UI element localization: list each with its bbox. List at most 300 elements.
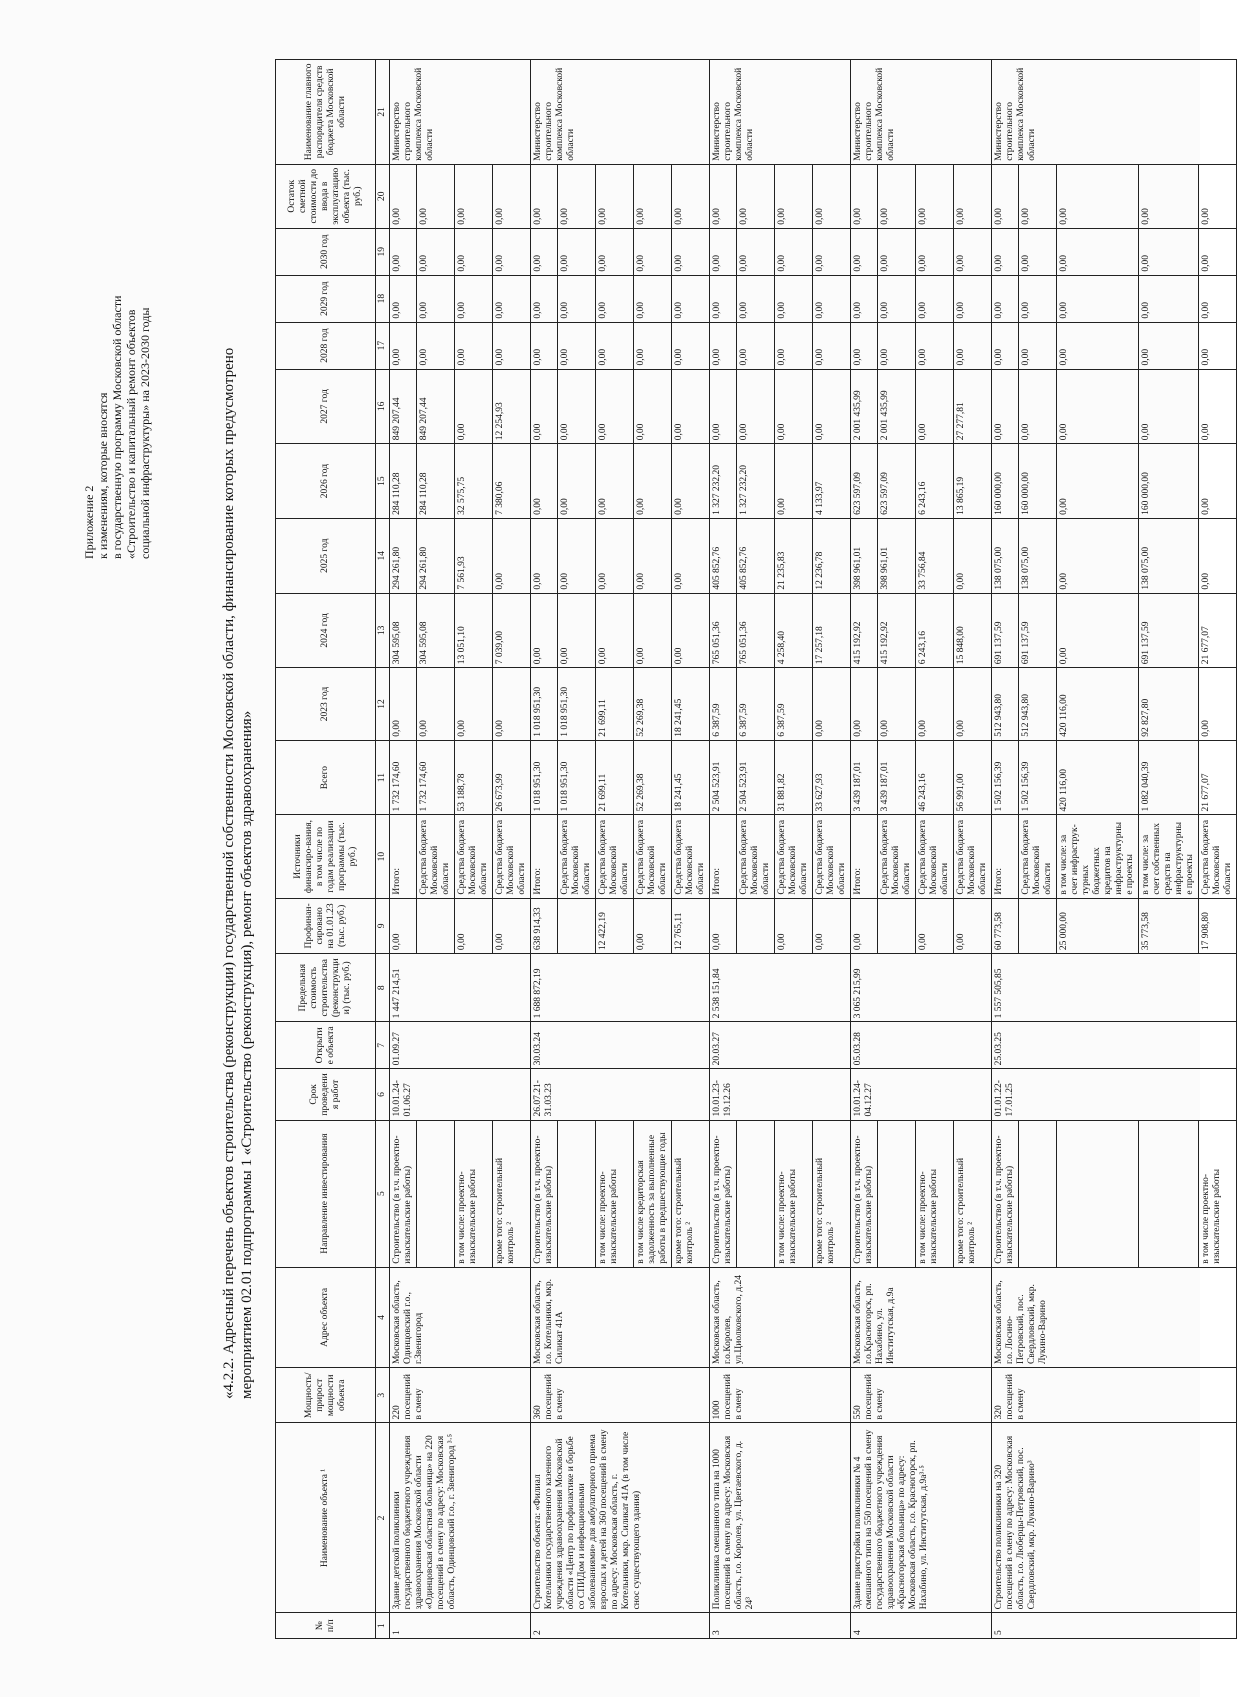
investment-direction [1019, 1120, 1057, 1267]
amount-cell: 3 439 187,01 [851, 740, 878, 815]
financed-value: 0,00 [954, 898, 992, 953]
col-header: Предельная стоимость строительства (реконструкции) (тыс. руб.) [276, 953, 376, 1021]
investment-direction: Строительство (в т.ч. проектно-изыскательские работы) [390, 1120, 417, 1267]
amount-cell: 21 677,07 [1199, 593, 1237, 668]
amount-cell: 284 110,28 [390, 443, 417, 518]
limit-cost: 1 688 872,19 [531, 953, 710, 1021]
amount-cell: 0,00 [916, 322, 954, 369]
financed-value: 0,00 [710, 898, 737, 953]
column-number: 7 [376, 1021, 390, 1068]
amount-cell: 4 133,97 [813, 443, 851, 518]
financed-value: 0,00 [916, 898, 954, 953]
amount-cell: 0,00 [634, 593, 672, 668]
amount-cell: 405 852,76 [710, 518, 737, 593]
object-name: Строительство объекта: «Филиал Котельники государственного казенного учреждения здравоохранения Московской области «Центр по профилактике и борьбе со СПИДом и инфекционными заболеваниями» для амбулаторного приема взрослых и детей на 360 посещений в смену по адресу: Московская область, г. Котельники, мкр. Силикат 41А (в том числе снос существующего здания) [531, 1423, 710, 1613]
amount-cell: 92 827,80 [1139, 667, 1199, 740]
amount-cell: 7 380,06 [493, 443, 531, 518]
amount-cell: 17 257,18 [813, 593, 851, 668]
financed-value: 0,00 [634, 898, 672, 953]
amount-cell: 0,00 [455, 164, 493, 228]
amount-cell: 0,00 [1139, 322, 1199, 369]
investment-direction: кроме того: строительный контроль ² [672, 1120, 710, 1267]
row-number: 4 [851, 1612, 992, 1638]
column-number: 11 [376, 740, 390, 815]
amount-cell: 284 110,28 [417, 443, 455, 518]
object-address: Московская область, Одинцовский г.о., г.Звенигород [390, 1267, 531, 1367]
amount-cell: 18 241,45 [672, 667, 710, 740]
funding-source: в том числе: за счет инфраструк-турных бюджетных кредитов на инфраструктурные проекты [1057, 814, 1139, 897]
amount-cell: 0,00 [417, 322, 455, 369]
amount-cell: 0,00 [531, 275, 558, 322]
opening-date: 20.03.27 [710, 1021, 851, 1068]
amount-cell: 765 051,36 [710, 593, 737, 668]
amount-cell: 0,00 [775, 443, 813, 518]
amount-cell: 0,00 [1199, 667, 1237, 740]
amount-cell: 0,00 [531, 443, 558, 518]
amount-cell: 0,00 [634, 275, 672, 322]
amount-cell: 0,00 [558, 369, 596, 444]
funding-source: в том числе: за счет собственных средств на инфраструктурные проекты [1139, 814, 1199, 897]
amount-cell: 0,00 [710, 275, 737, 322]
investment-direction: кроме того: строительный контроль ² [493, 1120, 531, 1267]
limit-cost: 2 538 151,84 [710, 953, 851, 1021]
row-number: 5 [992, 1612, 1237, 1638]
investment-direction: Строительство (в т.ч. проектно-изыскательские работы) [531, 1120, 558, 1267]
investment-direction [737, 1120, 775, 1267]
financed-value [558, 898, 596, 953]
funding-source: Средства бюджета Московской области [775, 814, 813, 897]
amount-cell: 0,00 [390, 322, 417, 369]
budget-manager: Министерство строительного комплекса Московской области [851, 59, 992, 164]
column-number: 8 [376, 953, 390, 1021]
amount-cell: 21 677,07 [1199, 740, 1237, 815]
amount-cell: 0,00 [558, 228, 596, 275]
financed-value [417, 898, 455, 953]
amount-cell: 623 597,09 [878, 443, 916, 518]
amount-cell: 0,00 [493, 228, 531, 275]
amount-cell: 0,00 [954, 667, 992, 740]
financed-value: 17 908,80 [1199, 898, 1237, 953]
col-header: Открытие объекта [276, 1021, 376, 1068]
amount-cell: 0,00 [775, 322, 813, 369]
amount-cell: 420 116,00 [1057, 740, 1139, 815]
amount-cell: 1 018 951,30 [531, 667, 558, 740]
column-number-row [376, 59, 390, 1638]
amount-cell: 0,00 [878, 275, 916, 322]
investment-direction: кроме того: строительный контроль ² [954, 1120, 992, 1267]
amount-cell: 0,00 [634, 322, 672, 369]
financed-value: 0,00 [455, 898, 493, 953]
col-header: № п/п [276, 1612, 376, 1638]
amount-cell: 1 018 951,30 [531, 740, 558, 815]
amount-cell: 3 439 187,01 [878, 740, 916, 815]
amount-cell: 0,00 [672, 164, 710, 228]
amount-cell: 0,00 [992, 164, 1019, 228]
amount-cell: 0,00 [596, 322, 634, 369]
amount-cell: 0,00 [1057, 518, 1139, 593]
amount-cell: 32 575,75 [455, 443, 493, 518]
opening-date: 30.03.24 [531, 1021, 710, 1068]
col-header: Направление инвестирования [276, 1120, 376, 1267]
amount-cell: 0,00 [417, 667, 455, 740]
work-period: 26.07.21-31.03.23 [531, 1068, 710, 1119]
amount-cell: 0,00 [531, 228, 558, 275]
appendix-line: социальной инфраструктуры» на 2023-2030 годы [138, 307, 152, 559]
amount-cell: 1 502 156,39 [1019, 740, 1057, 815]
amount-cell: 398 961,01 [851, 518, 878, 593]
amount-cell: 0,00 [954, 228, 992, 275]
amount-cell: 7 561,93 [455, 518, 493, 593]
amount-cell: 138 075,00 [992, 518, 1019, 593]
amount-cell: 6 243,16 [916, 593, 954, 668]
opening-date: 05.03.28 [851, 1021, 992, 1068]
funding-source: Итого: [390, 814, 417, 897]
amount-cell: 0,00 [531, 164, 558, 228]
funding-source: Средства бюджета Московской области [737, 814, 775, 897]
amount-cell: 0,00 [851, 322, 878, 369]
amount-cell: 0,00 [813, 164, 851, 228]
funding-source: Средства бюджета Московской области [878, 814, 916, 897]
amount-cell: 0,00 [775, 275, 813, 322]
amount-cell: 0,00 [493, 275, 531, 322]
amount-cell: 52 269,38 [634, 667, 672, 740]
financed-value: 0,00 [813, 898, 851, 953]
amount-cell: 1 327 232,20 [737, 443, 775, 518]
amount-cell: 294 261,80 [390, 518, 417, 593]
amount-cell: 6 387,59 [710, 667, 737, 740]
col-header: Срок проведения работ [276, 1068, 376, 1119]
amount-cell: 0,00 [455, 322, 493, 369]
amount-cell: 0,00 [531, 593, 558, 668]
amount-cell: 1 018 951,30 [558, 740, 596, 815]
financed-value: 0,00 [493, 898, 531, 953]
amount-cell: 623 597,09 [851, 443, 878, 518]
column-number: 20 [376, 164, 390, 228]
col-header: 2029 год [276, 275, 376, 322]
amount-cell: 0,00 [417, 164, 455, 228]
amount-cell: 0,00 [390, 228, 417, 275]
amount-cell: 1 327 232,20 [710, 443, 737, 518]
amount-cell: 0,00 [1019, 369, 1057, 444]
col-header: 2023 год [276, 667, 376, 740]
amount-cell: 0,00 [390, 164, 417, 228]
amount-cell: 0,00 [775, 164, 813, 228]
amount-cell: 18 241,45 [672, 740, 710, 815]
amount-cell: 53 188,78 [455, 740, 493, 815]
row-number: 2 [531, 1612, 710, 1638]
amount-cell: 13 051,10 [455, 593, 493, 668]
amount-cell: 0,00 [878, 667, 916, 740]
amount-cell: 0,00 [634, 443, 672, 518]
amount-cell: 0,00 [1019, 322, 1057, 369]
amount-cell: 6 387,59 [737, 667, 775, 740]
column-number: 6 [376, 1068, 390, 1119]
budget-manager: Министерство строительного комплекса Московской области [710, 59, 851, 164]
amount-cell: 0,00 [558, 275, 596, 322]
amount-cell: 765 051,36 [737, 593, 775, 668]
table-row [851, 59, 878, 1638]
column-number: 2 [376, 1423, 390, 1613]
amount-cell: 0,00 [1057, 443, 1139, 518]
amount-cell: 0,00 [1199, 369, 1237, 444]
object-address: Московская область, г.о. Котельники, мкр. Силикат 41А [531, 1267, 710, 1367]
funding-source: Средства бюджета Московской области [916, 814, 954, 897]
investment-direction: в том числе кредиторская задолженность за выполненные работы в предшествующие годы [634, 1120, 672, 1267]
amount-cell: 0,00 [1057, 164, 1139, 228]
header-row [276, 59, 376, 1638]
amount-cell: 0,00 [455, 275, 493, 322]
investment-direction: в том числе: проектно-изыскательские работы [455, 1120, 493, 1267]
amount-cell: 160 000,00 [992, 443, 1019, 518]
amount-cell: 0,00 [596, 164, 634, 228]
amount-cell: 0,00 [992, 275, 1019, 322]
amount-cell: 849 207,44 [417, 369, 455, 444]
funding-source: Средства бюджета Московской области [558, 814, 596, 897]
object-capacity: 1000 посещений в смену [710, 1367, 851, 1422]
amount-cell: 0,00 [813, 369, 851, 444]
amount-cell: 0,00 [390, 667, 417, 740]
opening-date: 25.03.25 [992, 1021, 1237, 1068]
amount-cell: 0,00 [558, 518, 596, 593]
row-number: 1 [390, 1612, 531, 1638]
amount-cell: 0,00 [916, 164, 954, 228]
amount-cell: 0,00 [916, 667, 954, 740]
table-row [531, 59, 558, 1638]
rotated-sheet [70, 49, 1233, 1649]
amount-cell: 0,00 [737, 275, 775, 322]
amount-cell: 0,00 [737, 369, 775, 444]
financed-value: 638 914,33 [531, 898, 558, 953]
amount-cell: 7 039,00 [493, 593, 531, 668]
amount-cell: 512 943,80 [992, 667, 1019, 740]
financed-value: 35 773,58 [1139, 898, 1199, 953]
amount-cell: 0,00 [1199, 164, 1237, 228]
column-number: 21 [376, 59, 390, 164]
col-header: Мощность/ прирост мощности объекта [276, 1367, 376, 1422]
work-period: 10.01.24-04.12.27 [851, 1068, 992, 1119]
investment-direction: в том числе: проектно-изыскательские работы [775, 1120, 813, 1267]
column-number: 16 [376, 369, 390, 444]
investment-direction: в том числе проектно-изыскательские работы [1199, 1120, 1237, 1267]
investment-direction: кроме того: строительный контроль ² [813, 1120, 851, 1267]
amount-cell: 0,00 [672, 443, 710, 518]
object-capacity: 220 посещений в смену [390, 1367, 531, 1422]
funding-source: Средства бюджета Московской области [1019, 814, 1057, 897]
col-header: Всего [276, 740, 376, 815]
amount-cell: 21 235,83 [775, 518, 813, 593]
amount-cell: 0,00 [672, 369, 710, 444]
amount-cell: 0,00 [851, 228, 878, 275]
amount-cell: 1 732 174,60 [417, 740, 455, 815]
amount-cell: 0,00 [851, 275, 878, 322]
amount-cell: 56 991,00 [954, 740, 992, 815]
amount-cell: 405 852,76 [737, 518, 775, 593]
amount-cell: 0,00 [737, 322, 775, 369]
budget-manager: Министерство строительного комплекса Московской области [390, 59, 531, 164]
amount-cell: 0,00 [1199, 322, 1237, 369]
amount-cell: 2 001 435,99 [851, 369, 878, 444]
budget-manager: Министерство строительного комплекса Московской области [531, 59, 710, 164]
amount-cell: 0,00 [1199, 518, 1237, 593]
amount-cell: 691 137,59 [1139, 593, 1199, 668]
col-header: Источники финансиро-вания, в том числе по годам реализации программы (тыс. руб.) [276, 814, 376, 897]
amount-cell: 0,00 [954, 518, 992, 593]
amount-cell: 0,00 [672, 593, 710, 668]
amount-cell: 31 881,82 [775, 740, 813, 815]
amount-cell: 0,00 [710, 228, 737, 275]
amount-cell: 0,00 [672, 228, 710, 275]
amount-cell: 27 277,81 [954, 369, 992, 444]
amount-cell: 2 001 435,99 [878, 369, 916, 444]
appendix-line: в государственную программу Московской области [110, 295, 124, 559]
table-row [992, 59, 1019, 1638]
column-number: 14 [376, 518, 390, 593]
amount-cell: 0,00 [493, 667, 531, 740]
amount-cell: 0,00 [1199, 443, 1237, 518]
amount-cell: 0,00 [1057, 593, 1139, 668]
investment-direction [558, 1120, 596, 1267]
amount-cell: 0,00 [737, 164, 775, 228]
investment-direction [417, 1120, 455, 1267]
amount-cell: 21 699,11 [596, 740, 634, 815]
amount-cell: 0,00 [634, 518, 672, 593]
amount-cell: 0,00 [672, 322, 710, 369]
column-number: 13 [376, 593, 390, 668]
amount-cell: 0,00 [1057, 275, 1139, 322]
investment-direction: в том числе: проектно-изыскательские работы [916, 1120, 954, 1267]
financed-value [737, 898, 775, 953]
amount-cell: 0,00 [737, 228, 775, 275]
amount-cell: 0,00 [634, 369, 672, 444]
amount-cell: 0,00 [916, 275, 954, 322]
financed-value: 12 422,19 [596, 898, 634, 953]
amount-cell: 0,00 [813, 667, 851, 740]
funding-source: Итого: [710, 814, 737, 897]
col-header: 2024 год [276, 593, 376, 668]
limit-cost: 1 447 214,51 [390, 953, 531, 1021]
investment-direction [878, 1120, 916, 1267]
column-number: 12 [376, 667, 390, 740]
budget-manager: Министерство строительного комплекса Московской области [992, 59, 1237, 164]
amount-cell: 0,00 [878, 322, 916, 369]
financed-value: 0,00 [851, 898, 878, 953]
amount-cell: 0,00 [710, 369, 737, 444]
amount-cell: 0,00 [417, 275, 455, 322]
limit-cost: 1 557 505,85 [992, 953, 1237, 1021]
amount-cell: 0,00 [596, 593, 634, 668]
object-name: Здание пристройки поликлиники № 4 смешанного типа на 550 посещений в смену государственного бюджетного учреждения здравоохранения Московской области «Красногорская больница» по адресу: Московская область, г.о. Красногорск, рп. Нахабино, ул. Институтская, д.9а³·⁵ [851, 1423, 992, 1613]
amount-cell: 21 699,11 [596, 667, 634, 740]
amount-cell: 12 254,93 [493, 369, 531, 444]
financed-value: 0,00 [390, 898, 417, 953]
funding-source: Средства бюджета Московской области [954, 814, 992, 897]
amount-cell: 0,00 [954, 322, 992, 369]
column-number: 17 [376, 322, 390, 369]
amount-cell: 691 137,59 [992, 593, 1019, 668]
amount-cell: 13 865,19 [954, 443, 992, 518]
amount-cell: 1 732 174,60 [390, 740, 417, 815]
amount-cell: 0,00 [813, 275, 851, 322]
column-number: 19 [376, 228, 390, 275]
amount-cell: 0,00 [493, 518, 531, 593]
amount-cell: 0,00 [672, 275, 710, 322]
object-address: Московская область, г.о.Королев, ул.Циолковского, д.24 [710, 1267, 851, 1367]
investment-direction [1057, 1120, 1139, 1267]
amount-cell: 0,00 [1199, 228, 1237, 275]
column-number: 4 [376, 1267, 390, 1367]
amount-cell: 0,00 [1139, 369, 1199, 444]
work-period: 01.01.22-17.01.25 [992, 1068, 1237, 1119]
amount-cell: 0,00 [531, 322, 558, 369]
object-name: Здание детской поликлиники государственного бюджетного учреждения здравоохранения Московской области «Одинцовская областная больница» на 220 посещений в смену по адресу: Московская область, Одинцовский г.о., г. Звенигород ³·⁵ [390, 1423, 531, 1613]
amount-cell: 0,00 [455, 228, 493, 275]
amount-cell: 849 207,44 [390, 369, 417, 444]
amount-cell: 0,00 [916, 369, 954, 444]
col-header: Остаток сметной стоимости до ввода в эксплуатацию объекта (тыс. руб.) [276, 164, 376, 228]
funding-source: Средства бюджета Московской области [455, 814, 493, 897]
amount-cell: 0,00 [1139, 164, 1199, 228]
funding-source: Средства бюджета Московской области [1199, 814, 1237, 897]
object-capacity: 550 посещений в смену [851, 1367, 992, 1422]
amount-cell: 0,00 [992, 322, 1019, 369]
investment-direction: в том числе: проектно-изыскательские работы [596, 1120, 634, 1267]
amount-cell: 1 082 040,39 [1139, 740, 1199, 815]
financed-value [878, 898, 916, 953]
amount-cell: 0,00 [1139, 228, 1199, 275]
amount-cell: 0,00 [813, 228, 851, 275]
amount-cell: 0,00 [596, 228, 634, 275]
amount-cell: 0,00 [390, 275, 417, 322]
amount-cell: 138 075,00 [1139, 518, 1199, 593]
amount-cell: 0,00 [493, 164, 531, 228]
investment-direction [1139, 1120, 1199, 1267]
amount-cell: 0,00 [916, 228, 954, 275]
amount-cell: 0,00 [455, 667, 493, 740]
amount-cell: 0,00 [558, 593, 596, 668]
investment-direction: Строительство (в т.ч. проектно-изыскательские работы) [851, 1120, 878, 1267]
amount-cell: 0,00 [493, 322, 531, 369]
amount-cell: 0,00 [455, 369, 493, 444]
row-number: 3 [710, 1612, 851, 1638]
column-number: 1 [376, 1612, 390, 1638]
amount-cell: 0,00 [954, 275, 992, 322]
amount-cell: 160 000,00 [1139, 443, 1199, 518]
amount-cell: 0,00 [775, 369, 813, 444]
object-address: Московская область, г.о. Лосино-Петровский, пос. Свердловский, мкр. Лукино-Варино [992, 1267, 1237, 1367]
opening-date: 01.09.27 [390, 1021, 531, 1068]
col-header: 2030 год [276, 228, 376, 275]
amount-cell: 0,00 [1057, 322, 1139, 369]
amount-cell: 46 243,16 [916, 740, 954, 815]
amount-cell: 2 504 523,91 [710, 740, 737, 815]
amount-cell: 415 192,92 [851, 593, 878, 668]
col-header: Наименование объекта ¹ [276, 1423, 376, 1613]
heading-line: «4.2.2. Адресный перечень объектов строительства (реконструкции) государственной собственности Московской области, финансирование которых предусмотрено [221, 347, 237, 1399]
amount-cell: 0,00 [1057, 228, 1139, 275]
amount-cell: 0,00 [531, 518, 558, 593]
amount-cell: 0,00 [1019, 228, 1057, 275]
amount-cell: 0,00 [878, 164, 916, 228]
amount-cell: 0,00 [775, 228, 813, 275]
column-number: 15 [376, 443, 390, 518]
table-row [390, 59, 417, 1638]
object-capacity: 360 посещений в смену [531, 1367, 710, 1422]
financed-value [1019, 898, 1057, 953]
amount-cell: 52 269,38 [634, 740, 672, 815]
funding-source: Средства бюджета Московской области [493, 814, 531, 897]
amount-cell: 33 627,93 [813, 740, 851, 815]
amount-cell: 26 673,99 [493, 740, 531, 815]
